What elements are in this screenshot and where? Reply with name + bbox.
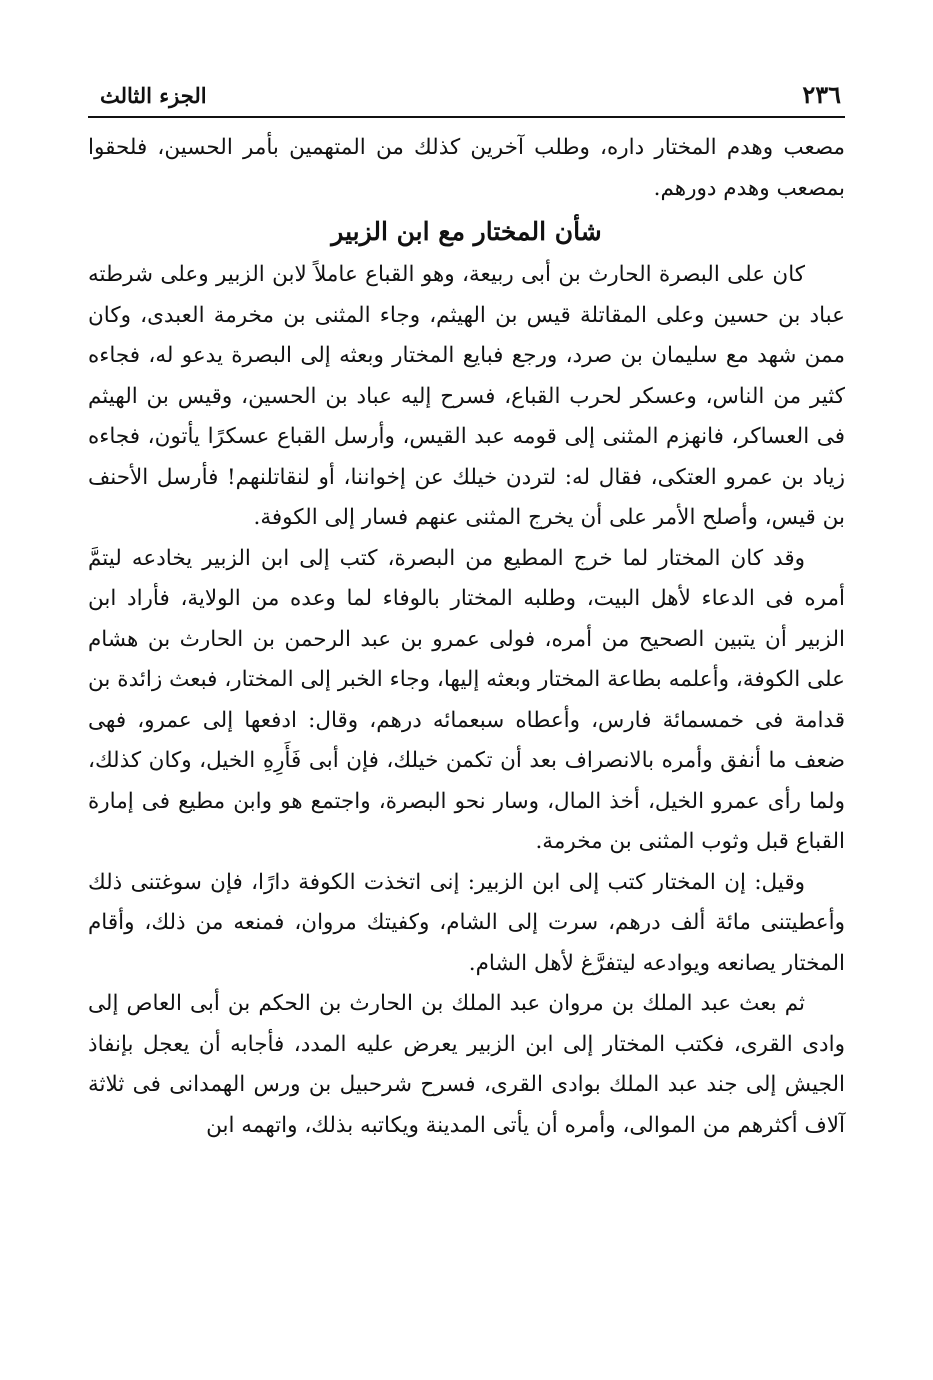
page-number: ٢٣٦ xyxy=(802,80,841,109)
intro-paragraph: مصعب وهدم المختار داره، وطلب آخرين كذلك من المتهمين بأمر الحسين، فلحقوا بمصعب وهدم دورهم. xyxy=(88,135,845,201)
paragraph-2: وقد كان المختار لما خرج المطيع من البصرة، كتب إلى ابن الزبير يخادعه ليتمَّ أمره فى الدعاء لأهل البيت، وطلبه المختار بالوفاء لما وعده من الولاية، فأراد ابن الزبير أن يتبين الصحيح من أمره، فولى عمرو بن عبد الرحمن بن الحارث بن هشام على الكوفة، وأعلمه بطاعة المختار وبعثه إليها، وجاء الخبر إلى المختار، فبعث زائدة بن قدامة فى خمسمائة فارس، وأعطاه سبعمائه درهم، وقال: ادفعها إلى عمرو، فهى ضعف ما أنفق وأمره بالانصراف بعد أن تكمن خيلك، فإن أبى فَأَرِهِ الخيل، وكان كذلك، ولما رأى عمرو الخيل، أخذ المال، وسار نحو البصرة، واجتمع هو وابن مطيع فى إمارة القباع قبل وثوب المثنى بن مخرمة. xyxy=(88,545,845,854)
book-page xyxy=(88,70,845,1330)
paragraph-1: كان على البصرة الحارث بن أبى ربيعة، وهو القباع عاملاً لابن الزبير وعلى شرطته عباد بن حسين وعلى المقاتلة قيس بن الهيثم، وجاء المثنى بن مخرمة العبدى، وكان ممن شهد مع سليمان بن صرد، ورجع فبايع المختار وبعثه إلى البصرة يدعو له، فجاءه كثير من الناس، وعسكر لحرب القباع، فسرح إليه عباد بن الحسين، وقيس بن الهيثم فى العساكر، فانهزم المثنى إلى قومه عبد القيس، وأرسل القباع عسكرًا يأتون، فجاءه زياد بن عمرو العتكى، فقال له: لتردن خيلك عن إخواننا، أو لنقاتلنهم! فأرسل الأحنف بن قيس، وأصلح الأمر على أن يخرج المثنى عنهم فسار إلى الكوفة. xyxy=(88,262,845,530)
paragraph-3: وقيل: إن المختار كتب إلى ابن الزبير: إنى اتخذت الكوفة دارًا، فإن سوغتنى ذلك وأعطيتنى مائة ألف درهم، سرت إلى الشام، وكفيتك مروان، فمنعه من ذلك، وأقام المختار يصانعه ويوادعه ليتفرَّغ لأهل الشام. xyxy=(88,869,845,976)
page-body xyxy=(88,118,845,1146)
running-title: الجزء الثالث xyxy=(100,83,207,108)
section-heading: شأن المختار مع ابن الزبير xyxy=(331,217,602,246)
page-header xyxy=(88,70,845,118)
paragraph-4: ثم بعث عبد الملك بن مروان عبد الملك بن الحارث بن الحكم بن أبى العاص إلى وادى القرى، فكتب المختار إلى ابن الزبير يعرض عليه المدد، فأجابه أن يعجل بإنفاذ الجيش إلى جند عبد الملك بوادى القرى، فسرح شرحبيل بن ورس الهمدانى فى ثلاثة آلاف أكثرهم من الموالى، وأمره أن يأتى المدينة ويكاتبه بذلك، واتهمه ابن xyxy=(88,991,845,1138)
